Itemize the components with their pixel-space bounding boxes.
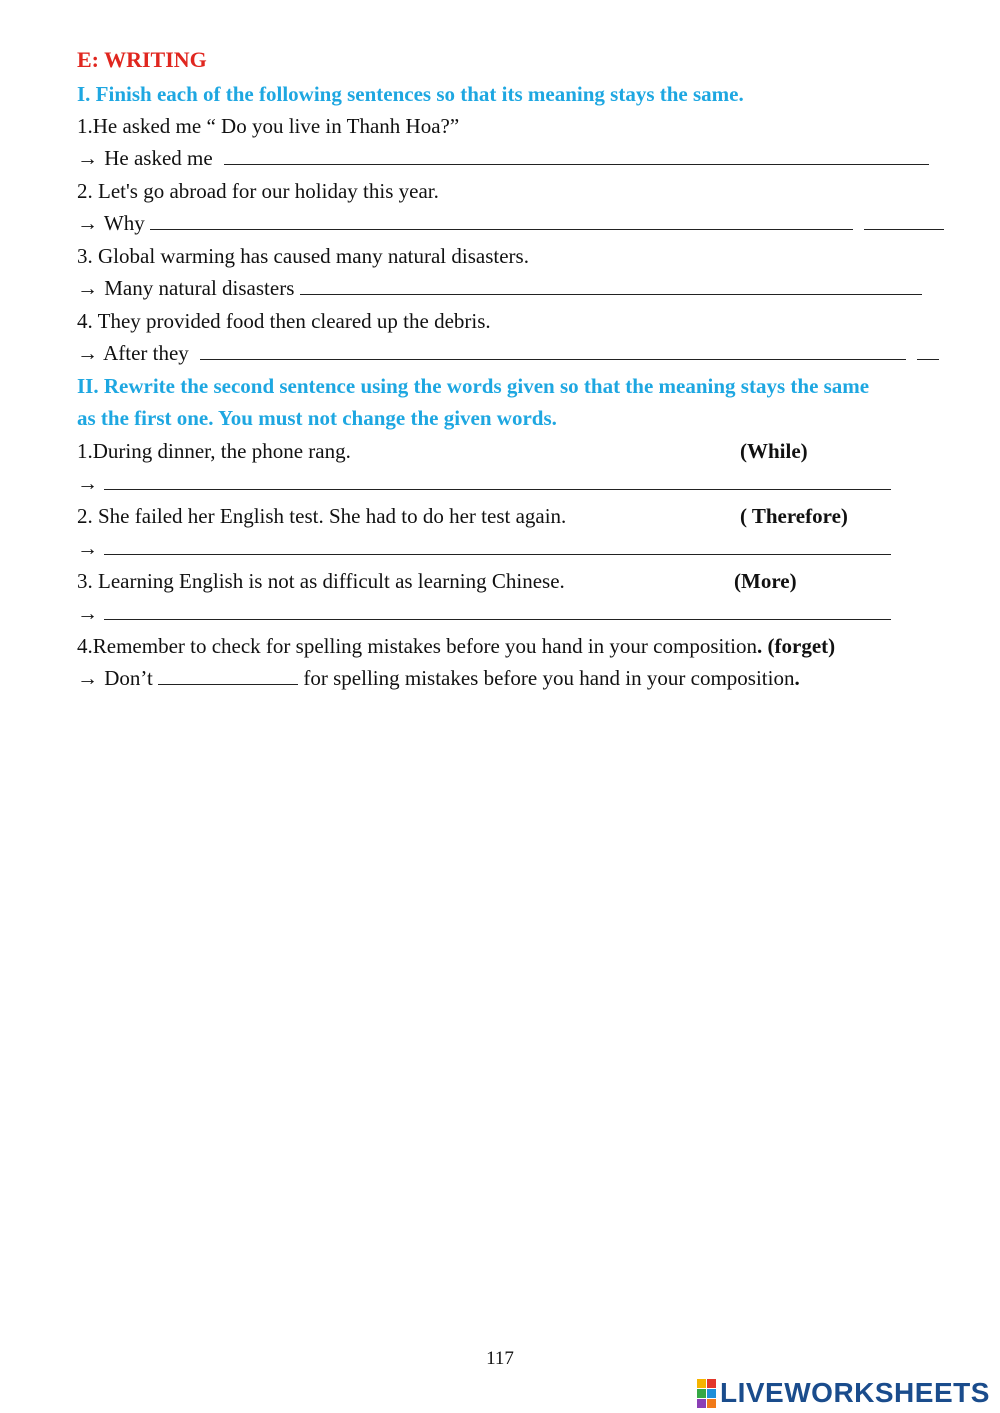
- part1-heading: I. Finish each of the following sentences so that its meaning stays the same.: [77, 82, 744, 106]
- part1-item3-answer-blank[interactable]: [300, 272, 922, 295]
- arrow-icon: →: [77, 471, 98, 495]
- page-number: 117: [486, 1348, 514, 1369]
- section-title: E: WRITING: [77, 47, 207, 72]
- part2-item3-hint: (More): [734, 569, 797, 593]
- part2-item2-answer-blank[interactable]: [104, 532, 891, 555]
- part1-item4-answer-blank-extra[interactable]: [917, 337, 939, 360]
- part1-item3-sentence: 3. Global warming has caused many natural disasters.: [77, 244, 529, 268]
- part1-item2-sentence: 2. Let's go abroad for our holiday this year.: [77, 179, 439, 203]
- part2-item1-sentence: 1.During dinner, the phone rang.: [77, 439, 351, 463]
- part2-item3-answer-line: [77, 597, 891, 629]
- part1-item2-answer-blank-extra[interactable]: [864, 207, 944, 230]
- part1-item1-answer-blank[interactable]: [224, 142, 929, 165]
- part2-item4-answer-line: [77, 662, 800, 694]
- part2-heading-line1: II. Rewrite the second sentence using the words given so that the meaning stays the same: [77, 374, 870, 398]
- part1-item4-answer-blank[interactable]: [200, 337, 906, 360]
- arrow-icon: →: [77, 211, 98, 235]
- part1-item1-prompt: He asked me: [104, 146, 213, 170]
- part1-item1-answer-line: [77, 142, 929, 174]
- part2-item1-answer-line: [77, 467, 891, 499]
- arrow-icon: →: [77, 341, 98, 365]
- part2-item4-prompt-start: Don’t: [104, 666, 153, 690]
- arrow-icon: →: [77, 601, 98, 625]
- part1-item2-prompt: Why: [103, 211, 145, 235]
- part1-item3-prompt: Many natural disasters: [104, 276, 295, 300]
- part2-item4-period: .: [794, 666, 800, 690]
- part2-item4-prompt-end: for spelling mistakes before you hand in your composition: [303, 666, 795, 690]
- part2-item4-sentence-line: [77, 630, 835, 662]
- part2-item3-sentence: 3. Learning English is not as difficult as learning Chinese.: [77, 569, 565, 593]
- part2-item3-answer-blank[interactable]: [104, 597, 891, 620]
- part2-item1-answer-blank[interactable]: [104, 467, 891, 490]
- part1-item3-answer-line: [77, 272, 922, 304]
- part1-item4-prompt: After they: [103, 341, 189, 365]
- part2-item2-answer-line: [77, 532, 891, 564]
- arrow-icon: →: [77, 276, 98, 300]
- part2-item2-sentence: 2. She failed her English test. She had to do her test again.: [77, 504, 567, 528]
- liveworksheets-logo-icon: [697, 1379, 716, 1408]
- part2-item1-hint: (While): [740, 439, 808, 463]
- arrow-icon: →: [77, 666, 98, 690]
- part2-item4-sentence: 4.Remember to check for spelling mistakes before you hand in your composition: [77, 634, 758, 658]
- part2-item2-hint: ( Therefore): [740, 504, 848, 528]
- part1-item1-sentence: 1.He asked me “ Do you live in Thanh Hoa?”: [77, 114, 460, 138]
- brand-name: LIVEWORKSHEETS: [720, 1377, 990, 1408]
- brand-logo: [697, 1378, 990, 1408]
- part2-item4-hint: . (forget): [757, 634, 836, 658]
- part2-item4-answer-blank[interactable]: [158, 662, 298, 685]
- part1-item2-answer-blank[interactable]: [150, 207, 853, 230]
- part1-item2-answer-line: [77, 207, 944, 239]
- arrow-icon: →: [77, 536, 98, 560]
- part1-item4-sentence: 4. They provided food then cleared up the debris.: [77, 309, 491, 333]
- arrow-icon: →: [77, 146, 98, 170]
- part2-heading-line2: as the first one. You must not change the given words.: [77, 406, 557, 430]
- part1-item4-answer-line: [77, 337, 939, 369]
